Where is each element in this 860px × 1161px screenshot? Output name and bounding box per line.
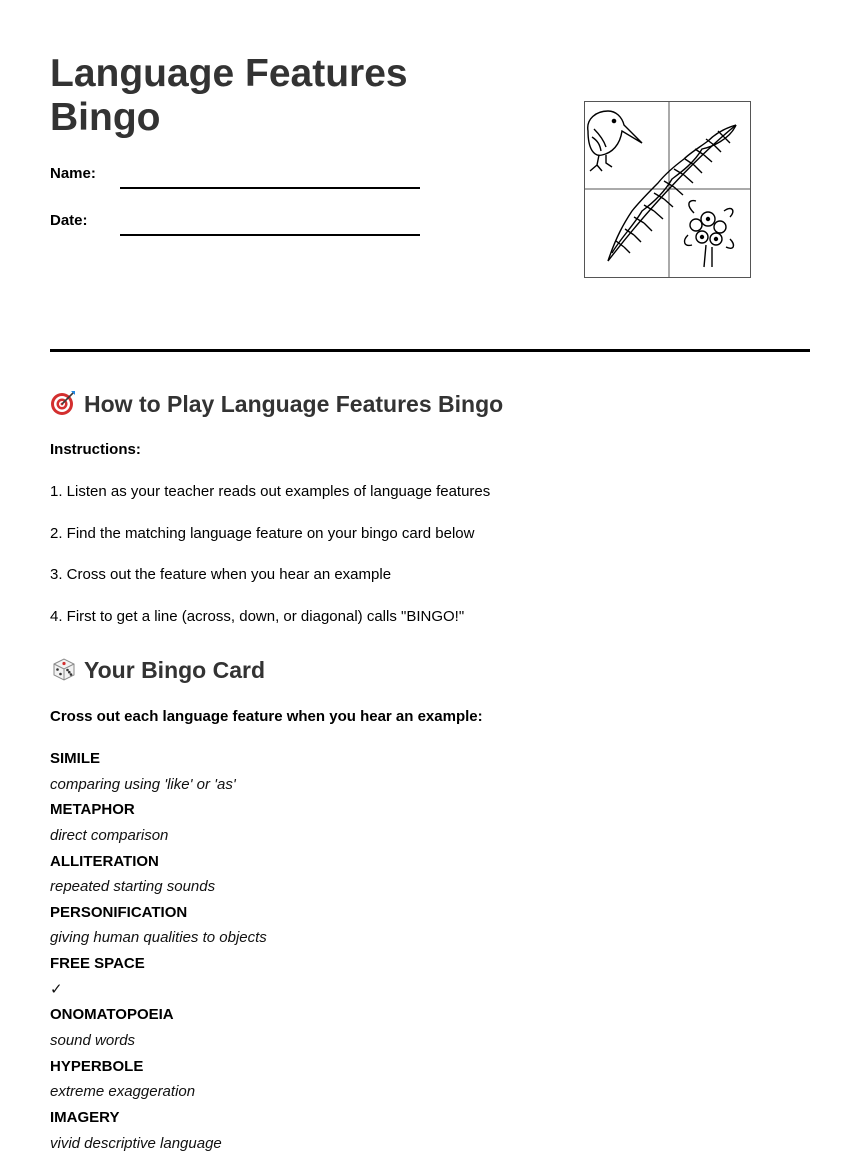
- bingo-card-instruction: Cross out each language feature when you hear an example:: [50, 708, 483, 725]
- bingo-square[interactable]: [50, 799, 267, 850]
- instruction-step: 4. First to get a line (across, down, or diagonal) calls "BINGO!": [50, 608, 465, 625]
- feature-description: vivid descriptive language: [50, 1134, 222, 1152]
- feature-description: extreme exaggeration: [50, 1083, 196, 1101]
- page-title: [50, 52, 408, 140]
- feature-description: comparing using 'like' or 'as': [50, 775, 236, 793]
- nz-illustration-logo: [584, 101, 751, 278]
- how-to-play-heading-text: How to Play Language Features Bingo: [84, 391, 504, 417]
- date-label: Date:: [50, 212, 88, 229]
- target-dart-icon: [50, 390, 76, 416]
- feature-description: giving human qualities to objects: [50, 929, 267, 947]
- feature-name: METAPHOR: [50, 801, 135, 819]
- section-divider: [50, 349, 810, 352]
- date-field[interactable]: [120, 234, 420, 236]
- page-title-line-1: Language Features: [50, 52, 408, 95]
- bingo-feature-list: [50, 748, 267, 1158]
- dice-icon: [50, 656, 76, 682]
- feature-name: FREE SPACE: [50, 955, 145, 973]
- feature-name: HYPERBOLE: [50, 1057, 144, 1075]
- feature-description: repeated starting sounds: [50, 878, 216, 896]
- instruction-step: 3. Cross out the feature when you hear an example: [50, 566, 392, 583]
- feature-name: SIMILE: [50, 750, 101, 767]
- bingo-square[interactable]: [50, 1056, 267, 1107]
- bingo-square[interactable]: [50, 748, 267, 799]
- bingo-card-heading-text: Your Bingo Card: [84, 657, 266, 683]
- bingo-square[interactable]: [50, 1107, 267, 1158]
- page-title-line-2: Bingo: [50, 96, 161, 139]
- instruction-step: 1. Listen as your teacher reads out examples of language features: [50, 483, 491, 500]
- how-to-play-heading: [50, 389, 503, 419]
- bingo-card-heading: [50, 655, 265, 685]
- feature-name: ONOMATOPOEIA: [50, 1006, 174, 1024]
- bingo-square-free-space[interactable]: [50, 953, 267, 1004]
- instructions-label: Instructions:: [50, 441, 141, 458]
- feature-name: ALLITERATION: [50, 852, 159, 870]
- instruction-step: 2. Find the matching language feature on your bingo card below: [50, 525, 475, 542]
- bingo-square[interactable]: [50, 851, 267, 902]
- feature-name: IMAGERY: [50, 1109, 120, 1127]
- name-label: Name:: [50, 165, 96, 182]
- checkmark-icon: ✓: [50, 980, 63, 998]
- feature-description: sound words: [50, 1031, 136, 1049]
- name-field[interactable]: [120, 187, 420, 189]
- feature-name: PERSONIFICATION: [50, 903, 188, 921]
- bingo-square[interactable]: [50, 902, 267, 953]
- bingo-square[interactable]: [50, 1004, 267, 1055]
- feature-description: direct comparison: [50, 826, 169, 844]
